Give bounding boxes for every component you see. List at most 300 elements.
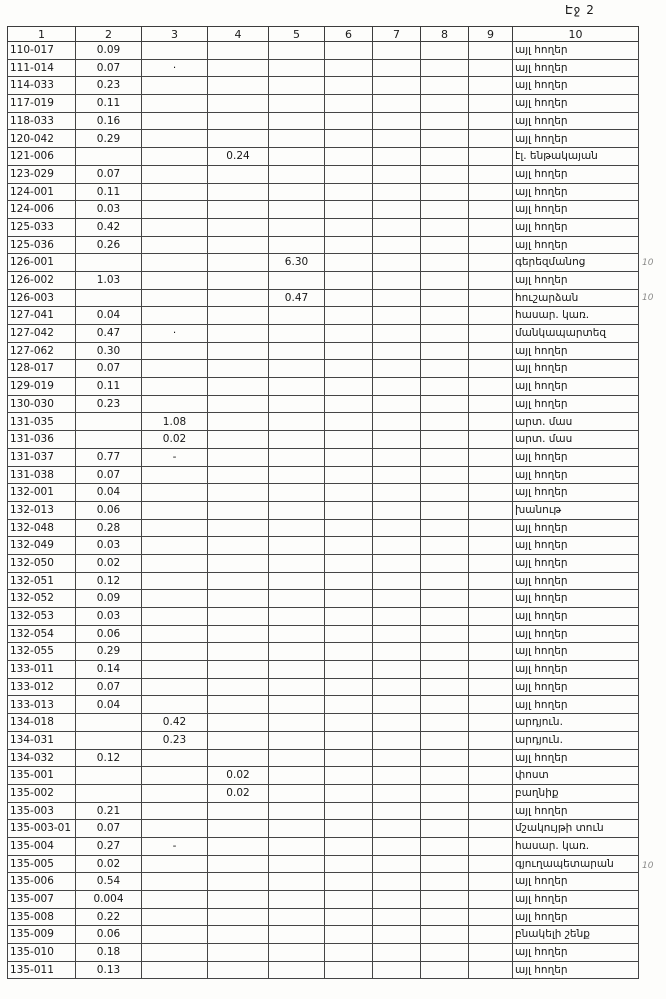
- table-cell: [208, 519, 269, 537]
- table-cell: փոստ: [513, 767, 639, 785]
- table-cell: [469, 42, 513, 60]
- table-cell: [208, 431, 269, 449]
- table-row: [8, 307, 639, 325]
- table-cell: [269, 95, 325, 113]
- column-header: 2: [76, 27, 142, 42]
- table-cell: [325, 731, 373, 749]
- table-cell: [208, 307, 269, 325]
- table-cell: [269, 855, 325, 873]
- table-cell: [208, 608, 269, 626]
- table-cell: 0.02: [76, 855, 142, 873]
- table-cell: արտ. մաս: [513, 431, 639, 449]
- table-cell: [373, 342, 421, 360]
- table-row: [8, 714, 639, 732]
- table-cell: [469, 926, 513, 944]
- table-cell: [325, 820, 373, 838]
- table-cell: [469, 908, 513, 926]
- table-cell: 133-013: [8, 696, 76, 714]
- table-cell: 132-049: [8, 537, 76, 555]
- table-cell: 110-017: [8, 42, 76, 60]
- table-cell: [269, 42, 325, 60]
- table-cell: [142, 130, 208, 148]
- table-cell: [325, 625, 373, 643]
- table-cell: 125-033: [8, 218, 76, 236]
- table-cell: [421, 696, 469, 714]
- table-cell: այլ հողեր: [513, 961, 639, 979]
- table-row: [8, 643, 639, 661]
- table-cell: 135-001: [8, 767, 76, 785]
- table-cell: այլ հողեր: [513, 484, 639, 502]
- table-cell: [208, 112, 269, 130]
- table-cell: [142, 183, 208, 201]
- table-row: [8, 891, 639, 909]
- column-header: 8: [421, 27, 469, 42]
- table-row: [8, 590, 639, 608]
- table-cell: 0.03: [76, 608, 142, 626]
- table-cell: 134-018: [8, 714, 76, 732]
- table-cell: 135-009: [8, 926, 76, 944]
- table-cell: [325, 608, 373, 626]
- table-cell: 135-008: [8, 908, 76, 926]
- table-cell: 0.03: [76, 201, 142, 219]
- table-cell: [421, 254, 469, 272]
- table-cell: [325, 802, 373, 820]
- table-row: [8, 696, 639, 714]
- table-cell: [421, 926, 469, 944]
- table-cell: [469, 820, 513, 838]
- table-cell: [373, 413, 421, 431]
- table-cell: 135-011: [8, 961, 76, 979]
- table-cell: [373, 731, 421, 749]
- table-cell: այլ հողեր: [513, 661, 639, 679]
- table-cell: 0.23: [76, 77, 142, 95]
- table-cell: [208, 855, 269, 873]
- table-cell: այլ հողեր: [513, 908, 639, 926]
- table-cell: [269, 643, 325, 661]
- table-row: [8, 413, 639, 431]
- table-cell: [469, 484, 513, 502]
- table-cell: [142, 554, 208, 572]
- table-cell: [142, 236, 208, 254]
- table-row: [8, 378, 639, 396]
- table-cell: [373, 820, 421, 838]
- table-cell: 0.26: [76, 236, 142, 254]
- table-cell: [142, 271, 208, 289]
- table-cell: [325, 837, 373, 855]
- table-cell: [373, 608, 421, 626]
- table-cell: [269, 501, 325, 519]
- table-cell: [469, 395, 513, 413]
- table-cell: [208, 165, 269, 183]
- table-cell: [469, 837, 513, 855]
- table-cell: [421, 236, 469, 254]
- table-cell: 6.30: [269, 254, 325, 272]
- table-cell: [421, 714, 469, 732]
- table-cell: 127-041: [8, 307, 76, 325]
- table-cell: [208, 325, 269, 343]
- table-cell: հասար. կառ.: [513, 837, 639, 855]
- table-cell: [325, 360, 373, 378]
- table-row: [8, 148, 639, 166]
- table-cell: 125-036: [8, 236, 76, 254]
- table-cell: 0.30: [76, 342, 142, 360]
- table-cell: [373, 42, 421, 60]
- table-cell: [325, 183, 373, 201]
- table-cell: [208, 678, 269, 696]
- table-row: [8, 165, 639, 183]
- table-cell: [421, 731, 469, 749]
- table-row: [8, 678, 639, 696]
- table-cell: [142, 767, 208, 785]
- table-row: [8, 944, 639, 962]
- table-cell: 0.42: [142, 714, 208, 732]
- table-cell: [469, 784, 513, 802]
- table-cell: [269, 873, 325, 891]
- column-header: 10: [513, 27, 639, 42]
- table-cell: 0.16: [76, 112, 142, 130]
- table-cell: բաղնիք: [513, 784, 639, 802]
- table-cell: խանութ: [513, 501, 639, 519]
- table-cell: [269, 378, 325, 396]
- table-cell: [325, 77, 373, 95]
- column-header: 7: [373, 27, 421, 42]
- table-row: [8, 201, 639, 219]
- table-cell: 132-051: [8, 572, 76, 590]
- table-cell: [269, 837, 325, 855]
- table-cell: [373, 289, 421, 307]
- handwritten-margin-mark: 10: [642, 861, 654, 872]
- table-cell: 111-014: [8, 59, 76, 77]
- table-cell: [142, 944, 208, 962]
- table-cell: այլ հողեր: [513, 342, 639, 360]
- table-cell: [421, 271, 469, 289]
- table-row: [8, 484, 639, 502]
- table-cell: [269, 944, 325, 962]
- table-cell: [76, 767, 142, 785]
- column-header: 9: [469, 27, 513, 42]
- table-cell: [208, 183, 269, 201]
- table-cell: [269, 590, 325, 608]
- table-cell: [373, 59, 421, 77]
- table-cell: 132-055: [8, 643, 76, 661]
- table-cell: այլ հողեր: [513, 519, 639, 537]
- table-row: [8, 218, 639, 236]
- table-cell: [269, 448, 325, 466]
- table-cell: այլ հողեր: [513, 696, 639, 714]
- table-cell: [469, 307, 513, 325]
- table-cell: այլ հողեր: [513, 360, 639, 378]
- table-cell: [373, 696, 421, 714]
- table-cell: [373, 661, 421, 679]
- table-cell: ·: [142, 325, 208, 343]
- table-row: [8, 431, 639, 449]
- table-cell: 124-006: [8, 201, 76, 219]
- handwritten-margin-mark: 10: [642, 293, 654, 304]
- table-row: [8, 59, 639, 77]
- table-cell: այլ հողեր: [513, 625, 639, 643]
- table-row: [8, 572, 639, 590]
- table-body: [8, 42, 639, 979]
- table-cell: [373, 307, 421, 325]
- table-cell: [469, 873, 513, 891]
- table-cell: [269, 59, 325, 77]
- table-cell: այլ հողեր: [513, 218, 639, 236]
- table-cell: [325, 201, 373, 219]
- table-cell: 132-048: [8, 519, 76, 537]
- table-cell: [421, 201, 469, 219]
- table-cell: այլ հողեր: [513, 271, 639, 289]
- table-cell: 133-012: [8, 678, 76, 696]
- table-cell: [142, 484, 208, 502]
- table-cell: [373, 749, 421, 767]
- table-cell: 132-054: [8, 625, 76, 643]
- table-cell: [421, 448, 469, 466]
- table-cell: [421, 837, 469, 855]
- table-cell: 0.11: [76, 183, 142, 201]
- table-cell: [421, 608, 469, 626]
- table-cell: [469, 625, 513, 643]
- table-cell: [421, 307, 469, 325]
- table-cell: [142, 961, 208, 979]
- table-cell: [325, 271, 373, 289]
- table-cell: [469, 714, 513, 732]
- table-cell: [142, 643, 208, 661]
- table-cell: [469, 572, 513, 590]
- table-cell: այլ հողեր: [513, 643, 639, 661]
- table-cell: [469, 201, 513, 219]
- table-cell: [373, 590, 421, 608]
- table-cell: [142, 201, 208, 219]
- table-cell: [421, 784, 469, 802]
- table-cell: [142, 360, 208, 378]
- table-cell: այլ հողեր: [513, 891, 639, 909]
- table-cell: այլ հողեր: [513, 95, 639, 113]
- table-cell: [469, 731, 513, 749]
- table-cell: 132-013: [8, 501, 76, 519]
- table-cell: [142, 820, 208, 838]
- table-cell: [373, 643, 421, 661]
- table-row: [8, 554, 639, 572]
- table-header-row: [8, 27, 639, 42]
- table-cell: [208, 59, 269, 77]
- table-cell: [421, 378, 469, 396]
- table-cell: [325, 855, 373, 873]
- table-cell: [142, 501, 208, 519]
- table-cell: [208, 537, 269, 555]
- table-cell: [269, 961, 325, 979]
- table-cell: այլ հողեր: [513, 42, 639, 60]
- table-cell: [373, 625, 421, 643]
- table-cell: այլ հողեր: [513, 183, 639, 201]
- column-header: 3: [142, 27, 208, 42]
- table-cell: այլ հողեր: [513, 802, 639, 820]
- table-cell: [208, 572, 269, 590]
- table-cell: [325, 95, 373, 113]
- table-row: [8, 130, 639, 148]
- table-cell: [469, 130, 513, 148]
- table-cell: [469, 342, 513, 360]
- table-cell: արդյուն.: [513, 731, 639, 749]
- table-cell: [142, 95, 208, 113]
- table-cell: 121-006: [8, 148, 76, 166]
- table-cell: [373, 537, 421, 555]
- column-header: 6: [325, 27, 373, 42]
- table-cell: այլ հողեր: [513, 59, 639, 77]
- table-cell: [469, 165, 513, 183]
- table-cell: [208, 554, 269, 572]
- table-cell: [142, 908, 208, 926]
- table-cell: [325, 466, 373, 484]
- table-row: [8, 42, 639, 60]
- table-cell: 0.004: [76, 891, 142, 909]
- table-cell: [142, 608, 208, 626]
- table-cell: 126-001: [8, 254, 76, 272]
- table-cell: հուշարձան: [513, 289, 639, 307]
- table-cell: այլ հողեր: [513, 678, 639, 696]
- table-cell: գերեզմանոց: [513, 254, 639, 272]
- table-cell: [421, 95, 469, 113]
- table-cell: 0.06: [76, 501, 142, 519]
- table-row: [8, 395, 639, 413]
- table-cell: [269, 183, 325, 201]
- table-cell: 0.02: [208, 767, 269, 785]
- table-cell: [269, 678, 325, 696]
- table-cell: [269, 714, 325, 732]
- table-cell: 0.29: [76, 130, 142, 148]
- table-cell: [325, 891, 373, 909]
- table-cell: [208, 714, 269, 732]
- table-cell: այլ հողեր: [513, 448, 639, 466]
- table-cell: [469, 378, 513, 396]
- table-cell: այլ հողեր: [513, 944, 639, 962]
- table-cell: [421, 395, 469, 413]
- table-cell: 114-033: [8, 77, 76, 95]
- table-cell: այլ հողեր: [513, 112, 639, 130]
- table-row: [8, 77, 639, 95]
- table-cell: [373, 873, 421, 891]
- table-cell: [373, 112, 421, 130]
- table-cell: այլ հողեր: [513, 77, 639, 95]
- table-cell: [325, 696, 373, 714]
- table-cell: [208, 749, 269, 767]
- table-row: [8, 537, 639, 555]
- table-cell: [208, 944, 269, 962]
- table-cell: 135-010: [8, 944, 76, 962]
- table-cell: 0.23: [76, 395, 142, 413]
- table-cell: 135-003: [8, 802, 76, 820]
- table-cell: [269, 731, 325, 749]
- table-cell: [421, 413, 469, 431]
- table-cell: 0.04: [76, 484, 142, 502]
- table-cell: [325, 448, 373, 466]
- table-cell: [208, 731, 269, 749]
- table-cell: [373, 767, 421, 785]
- table-cell: [269, 784, 325, 802]
- table-row: [8, 448, 639, 466]
- table-cell: [373, 165, 421, 183]
- table-cell: [421, 519, 469, 537]
- table-cell: 1.03: [76, 271, 142, 289]
- table-cell: [373, 501, 421, 519]
- table-cell: [325, 572, 373, 590]
- table-cell: [421, 289, 469, 307]
- table-cell: այլ հողեր: [513, 395, 639, 413]
- table-cell: 134-031: [8, 731, 76, 749]
- table-cell: [469, 360, 513, 378]
- table-cell: [142, 395, 208, 413]
- table-cell: [421, 342, 469, 360]
- table-cell: [76, 148, 142, 166]
- table-cell: [421, 466, 469, 484]
- table-cell: [269, 554, 325, 572]
- table-cell: այլ հողեր: [513, 608, 639, 626]
- table-cell: [325, 148, 373, 166]
- table-cell: [269, 165, 325, 183]
- table-row: [8, 501, 639, 519]
- table-cell: [325, 431, 373, 449]
- table-cell: [208, 413, 269, 431]
- table-cell: [373, 325, 421, 343]
- table-row: [8, 767, 639, 785]
- table-cell: [76, 784, 142, 802]
- table-cell: [373, 519, 421, 537]
- table-cell: [373, 484, 421, 502]
- table-cell: էլ. ենթակայան: [513, 148, 639, 166]
- table-cell: [325, 42, 373, 60]
- table-cell: [208, 77, 269, 95]
- table-cell: 118-033: [8, 112, 76, 130]
- table-cell: [208, 42, 269, 60]
- table-row: [8, 236, 639, 254]
- table-cell: 0.18: [76, 944, 142, 962]
- table-cell: 0.12: [76, 749, 142, 767]
- table-cell: [269, 395, 325, 413]
- table-cell: [421, 501, 469, 519]
- table-cell: [325, 59, 373, 77]
- table-cell: 134-032: [8, 749, 76, 767]
- table-cell: 126-002: [8, 271, 76, 289]
- table-cell: [208, 696, 269, 714]
- land-parcel-table: [7, 26, 639, 979]
- table-cell: [469, 749, 513, 767]
- table-cell: [325, 130, 373, 148]
- table-cell: [269, 661, 325, 679]
- table-cell: [421, 183, 469, 201]
- table-cell: 128-017: [8, 360, 76, 378]
- table-cell: [208, 926, 269, 944]
- table-cell: 132-053: [8, 608, 76, 626]
- table-cell: [142, 926, 208, 944]
- table-cell: [373, 714, 421, 732]
- table-cell: [208, 395, 269, 413]
- table-cell: [373, 360, 421, 378]
- table-cell: [208, 590, 269, 608]
- table-cell: [421, 148, 469, 166]
- table-cell: [373, 554, 421, 572]
- table-cell: [269, 802, 325, 820]
- table-cell: [208, 961, 269, 979]
- table-cell: 130-030: [8, 395, 76, 413]
- table-cell: [373, 908, 421, 926]
- table-cell: [269, 413, 325, 431]
- table-cell: 129-019: [8, 378, 76, 396]
- table-cell: [325, 289, 373, 307]
- table-cell: 131-035: [8, 413, 76, 431]
- table-cell: 0.03: [76, 537, 142, 555]
- table-cell: [269, 236, 325, 254]
- table-cell: գյուղապետարան: [513, 855, 639, 873]
- table-cell: [373, 130, 421, 148]
